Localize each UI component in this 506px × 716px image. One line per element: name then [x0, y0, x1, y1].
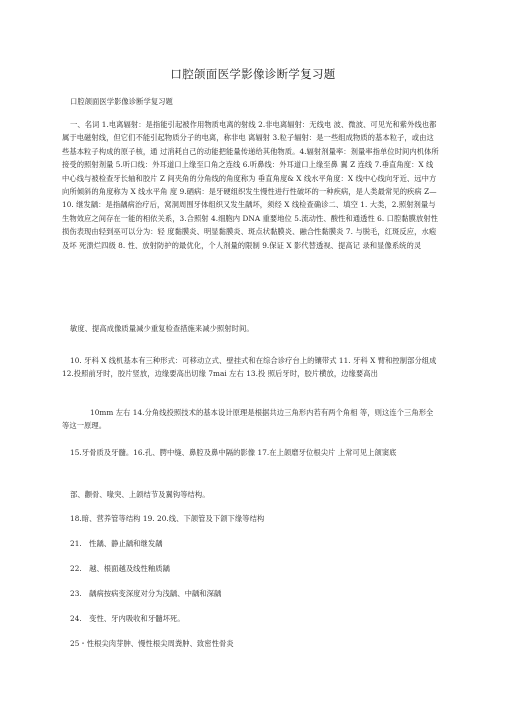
- paragraph-block-3: [62, 354, 440, 381]
- paragraph-block-6: [62, 488, 440, 501]
- paragraph-9: 22. 越、根面越及线性釉质龋: [70, 564, 170, 573]
- subtitle-block: [62, 95, 440, 108]
- paragraph-block-2: [62, 322, 440, 335]
- paragraph-12: 25・性根尖肉芽肿、慢性根尖周粪肿、致密性骨炎: [70, 639, 234, 648]
- paragraph-block-5: [62, 446, 440, 459]
- paragraph-3: 10. 牙科 X 线机基本有三种形式：可移动立式、壁挂式和在综合诊疗台上的镶带式 11. 牙科 X 臂和控制部分组成 12.投照前牙时，胶片竖放，边缘要高出切缘 7mai 左右 13.投 照后牙时，胶片横放，边缘要高出: [62, 356, 437, 379]
- paragraph-block-4: [62, 406, 440, 433]
- paragraph-block-7: [62, 512, 440, 525]
- main-paragraph-block: [62, 118, 440, 252]
- paragraph-6: 部、颧骨、喙突、上颌结节及翼钩等结构。: [70, 490, 210, 499]
- page-title: 口腔颌面医学影像诊断学复习题: [170, 67, 336, 81]
- paragraph-block-8: [62, 537, 440, 550]
- paragraph-4: 10mm 左右 14.分角线投照技术的基本设计原理是根据共边三角形内若有两个角相 等，则这连个三角形全等这一原理。: [62, 408, 434, 431]
- paragraph-10: 23. 龋病按病变深度对分为浅龋、中龋和深龋: [70, 589, 222, 598]
- paragraph-block-11: [62, 612, 440, 625]
- paragraph-5: 15.牙骨质及牙髓。16.孔、腭中缝、鼻腔及鼻中隔的影像 17.在上颌磨牙位根尖片 上常可见上颌窦底: [70, 448, 397, 457]
- paragraph-block-12: [62, 637, 440, 650]
- paragraph-11: 24. 变性、牙内吸收和牙髓坏死。: [70, 614, 185, 623]
- paragraph-2: 敏度、提高成像质量减少重复检查措施来减少照射时间。: [70, 324, 254, 333]
- paragraph-7: 18.暗、营养管等结构 19. 20.线、下颌管及下颌下缘等结构: [70, 514, 265, 523]
- paragraph-block-10: [62, 587, 440, 600]
- paragraph-1: 一、名词 1.电离辐射：是指能引起被作用物质电离的射线 2.非电离辐射：无线电 波、微波、可见光和紫外线也都属于电磁射线，但它们不能引起物质分子的电离，称非电 离辐射 3.粒子辐射：是一些组成物质的基本粒子，或由这些基本粒子构成的原子核，通 过消耗自己的动能把能量传递给其他物质。4.辐射剂量率：剂量率指单位时间内机体所 接受的照射剂量 5.听口线：外耳道口上缘至口角之连线 6.听鼻线：外耳道口上缘至鼻 翼 Z 连线 7.垂直角度：X 线中心线与被检查牙长轴和胶片 Z 间夹角的分角线的角度称为 垂直角度& X 线水平角度：X 线中心线向牙近、远中方向所倾斜的角度称为 X 线水平角 度 9.硒病：是牙硬组织发生慢性进行性破坏的一种疾病，是人类最常见的疾病 Z— 10. 继发龋：是指龋病治疗后，窝洞周围牙体组织又发生龋坏，须经 X 线检查确诊二、填空 1. 大类，2.照射剂量与生物效应之间存在一能的相依关系，3.合照射 4.细胞内 DNA 重要地位 5.流动性、酸性和通透性 6. 口腔黏膜放射性损伤表现由轻到巫可以分为：轻 度黏膜炎、明显黏膜炎、斑点状黏膜炎、融合性黏膜炎 7. 与脱毛，红斑反应，水疱及坏 死溃烂四级 8. 性、放射防护的最优化，个人剂量的限制 9.保证 X 影代替透视、提高记 录和显像系统的灵: [62, 120, 439, 250]
- paragraph-8: 21. 性龋、静止龋和继发龋: [70, 539, 163, 548]
- subtitle: 口腔颌面医学影像诊断学复习题: [70, 97, 173, 106]
- paragraph-block-9: [62, 562, 440, 575]
